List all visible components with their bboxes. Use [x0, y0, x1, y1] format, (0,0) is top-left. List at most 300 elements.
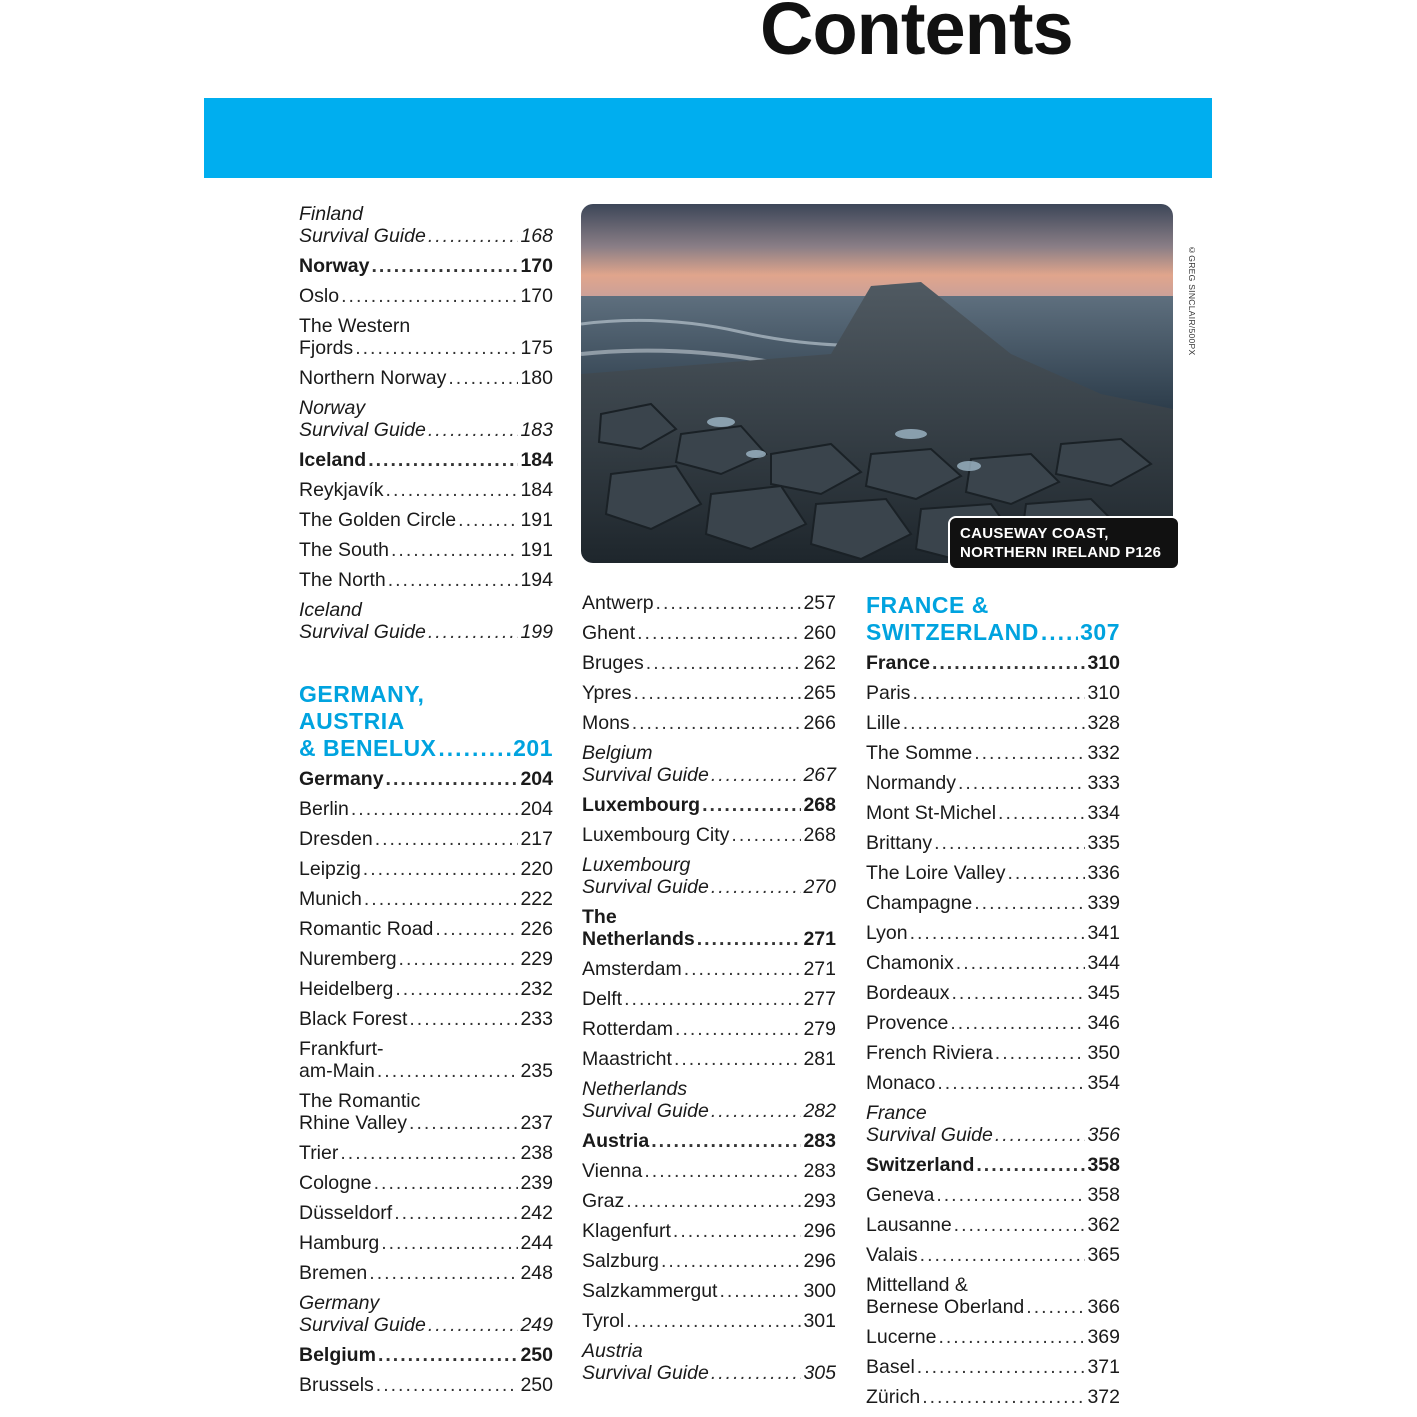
toc-entry-label: SWITZERLAND: [866, 619, 1039, 645]
dot-leader: [956, 952, 1086, 974]
toc-entry-page: 226: [520, 918, 553, 940]
toc-entry-trier[interactable]: [299, 1142, 553, 1164]
toc-entry-page: 184: [520, 479, 553, 501]
toc-entry-page: 362: [1087, 1214, 1120, 1236]
toc-entry-page: 268: [803, 794, 836, 816]
toc-entry-page: 296: [803, 1250, 836, 1272]
toc-entry-lead: Iceland: [299, 599, 362, 621]
toc-entry-page: 371: [1087, 1356, 1120, 1378]
toc-entry-label: The Loire Valley: [866, 862, 1006, 884]
dot-leader: [932, 652, 1086, 674]
toc-entry-cologne[interactable]: [299, 1172, 553, 1194]
toc-entry-berlin[interactable]: [299, 798, 553, 820]
toc-entry-label: Luxembourg City: [582, 824, 730, 846]
toc-entry-label: Delft: [582, 988, 623, 1010]
toc-entry-zurich[interactable]: [866, 1386, 1120, 1408]
toc-entry-netherlands-survival-guide[interactable]: [582, 1078, 836, 1122]
dot-leader: [371, 255, 518, 277]
dot-leader: [1026, 1296, 1085, 1318]
toc-entry-page: 238: [520, 1142, 553, 1164]
toc-entry-label: Survival Guide: [299, 621, 426, 643]
toc-entry-page: 239: [520, 1172, 553, 1194]
toc-entry-paris[interactable]: [866, 682, 1120, 704]
toc-entry-klagenfurt[interactable]: [582, 1220, 836, 1242]
dot-leader: [974, 892, 1085, 914]
toc-entry-page: 277: [803, 988, 836, 1010]
toc-entry-norway[interactable]: [299, 255, 553, 277]
toc-entry-label: Valais: [866, 1244, 918, 1266]
toc-entry-page: 283: [803, 1160, 836, 1182]
toc-entry-page: 265: [803, 682, 836, 704]
toc-entry-page: 283: [803, 1130, 836, 1152]
dot-leader: [634, 682, 802, 704]
toc-entry-page: 372: [1087, 1386, 1120, 1408]
toc-entry-label: Monaco: [866, 1072, 936, 1094]
toc-entry-leipzig[interactable]: [299, 858, 553, 880]
toc-entry-frankfurt-am-main[interactable]: [299, 1038, 553, 1082]
toc-entry-iceland[interactable]: [299, 449, 553, 471]
dot-leader: [661, 1250, 801, 1272]
toc-entry-mittelland-bernese-oberland[interactable]: [866, 1274, 1120, 1318]
dot-leader: [1041, 619, 1078, 646]
toc-entry-vienna[interactable]: [582, 1160, 836, 1182]
toc-entry-page: 229: [520, 948, 553, 970]
dot-leader: [395, 978, 518, 1000]
dot-leader: [391, 539, 518, 561]
toc-entry-lead: The: [582, 906, 617, 928]
dot-leader: [656, 592, 802, 614]
toc-entry-luxembourg-survival-guide[interactable]: [582, 854, 836, 898]
toc-entry-label: Survival Guide: [299, 419, 426, 441]
toc-entry-ghent[interactable]: [582, 622, 836, 644]
dot-leader: [428, 1314, 519, 1336]
toc-entry-page: 260: [803, 622, 836, 644]
toc-entry-page: 194: [520, 569, 553, 591]
toc-entry-austria[interactable]: [582, 1130, 836, 1152]
toc-entry-lead: France: [866, 1102, 927, 1124]
toc-entry-benelux[interactable]: [299, 681, 553, 762]
dot-leader: [731, 824, 801, 846]
toc-entry-label: am-Main: [299, 1060, 375, 1082]
toc-entry-the-loire-valley[interactable]: [866, 862, 1120, 884]
toc-entry-label: Bordeaux: [866, 982, 950, 1004]
toc-entry-french-riviera[interactable]: [866, 1042, 1120, 1064]
dot-leader: [364, 888, 519, 910]
dot-leader: [995, 1042, 1086, 1064]
toc-entry-germany-survival-guide[interactable]: [299, 1292, 553, 1336]
toc-entry-label: Zürich: [866, 1386, 921, 1408]
toc-entry-label: Vienna: [582, 1160, 643, 1182]
toc-entry-the-western-fjords[interactable]: [299, 315, 553, 359]
toc-entry-norway-survival-guide[interactable]: [299, 397, 553, 441]
toc-entry-page: 204: [520, 768, 553, 790]
toc-entry-antwerp[interactable]: [582, 592, 836, 614]
toc-entry-page: 335: [1087, 832, 1120, 854]
toc-entry-page: 232: [520, 978, 553, 1000]
toc-entry-amsterdam[interactable]: [582, 958, 836, 980]
toc-entry-normandy[interactable]: [866, 772, 1120, 794]
toc-entry-lead: Finland: [299, 203, 363, 225]
dot-leader: [646, 652, 802, 674]
toc-entry-label: Ghent: [582, 622, 636, 644]
toc-entry-nuremberg[interactable]: [299, 948, 553, 970]
dot-leader: [903, 712, 1086, 734]
toc-entry-salzkammergut[interactable]: [582, 1280, 836, 1302]
toc-entry-brittany[interactable]: [866, 832, 1120, 854]
dot-leader: [624, 988, 801, 1010]
dot-leader: [711, 1100, 802, 1122]
toc-entry-page: 296: [803, 1220, 836, 1242]
toc-entry-label: Rhine Valley: [299, 1112, 408, 1134]
toc-entry-label: Oslo: [299, 285, 340, 307]
toc-entry-label: Geneva: [866, 1184, 935, 1206]
toc-entry-page: 175: [520, 337, 553, 359]
toc-entry-the-golden-circle[interactable]: [299, 509, 553, 531]
toc-entry-page: 184: [520, 449, 553, 471]
toc-entry-munich[interactable]: [299, 888, 553, 910]
dot-leader: [711, 1362, 802, 1384]
toc-entry-label: Bernese Oberland: [866, 1296, 1025, 1318]
toc-entry-label: The South: [299, 539, 389, 561]
toc-entry-the-romantic-rhine-valley[interactable]: [299, 1090, 553, 1134]
toc-entry-hamburg[interactable]: [299, 1232, 553, 1254]
toc-entry-page: 334: [1087, 802, 1120, 824]
toc-entry-luxembourg-city[interactable]: [582, 824, 836, 846]
toc-entry-label: Survival Guide: [582, 1100, 709, 1122]
toc-entry-page: 268: [803, 824, 836, 846]
toc-entry-page: 350: [1087, 1042, 1120, 1064]
dot-leader: [937, 1072, 1085, 1094]
toc-entry-page: 346: [1087, 1012, 1120, 1034]
dot-leader: [355, 337, 518, 359]
dot-leader: [399, 948, 519, 970]
toc-entry-page: 266: [803, 712, 836, 734]
section-spacer: [299, 651, 553, 681]
dot-leader: [375, 828, 519, 850]
toc-entry-label: Brittany: [866, 832, 933, 854]
toc-entry-chamonix[interactable]: [866, 952, 1120, 974]
toc-entry-page: 279: [803, 1018, 836, 1040]
toc-entry-page: 250: [520, 1344, 553, 1366]
dot-leader: [711, 764, 802, 786]
toc-entry-label: Salzburg: [582, 1250, 659, 1272]
photo-caption-line-1: CAUSEWAY COAST,: [960, 525, 1109, 542]
toc-entry-page: 191: [520, 539, 553, 561]
toc-entry-label: Düsseldorf: [299, 1202, 393, 1224]
toc-entry-page: 365: [1087, 1244, 1120, 1266]
dot-leader: [702, 794, 801, 816]
toc-entry-page: 250: [520, 1374, 553, 1396]
toc-entry-label: Graz: [582, 1190, 625, 1212]
toc-entry-label: Klagenfurt: [582, 1220, 671, 1242]
toc-entry-label: Paris: [866, 682, 911, 704]
photo-caption: [948, 516, 1180, 570]
toc-entry-delft[interactable]: [582, 988, 836, 1010]
toc-entry-label: Basel: [866, 1356, 915, 1378]
toc-entry-lead: Norway: [299, 397, 366, 419]
toc-entry-label: French Riviera: [866, 1042, 993, 1064]
toc-entry-label: Luxembourg: [582, 794, 701, 816]
toc-entry-label: Bremen: [299, 1262, 368, 1284]
toc-entry-label: Survival Guide: [299, 1314, 426, 1336]
toc-entry-label: Survival Guide: [582, 1362, 709, 1384]
toc-entry-label: Rotterdam: [582, 1018, 674, 1040]
toc-entry-heidelberg[interactable]: [299, 978, 553, 1000]
photo-caption-line-2: NORTHERN IRELAND P126: [960, 544, 1162, 561]
toc-entry-france-survival-guide[interactable]: [866, 1102, 1120, 1146]
toc-entry-brussels[interactable]: [299, 1374, 553, 1396]
dot-leader: [936, 1184, 1085, 1206]
toc-entry-label: Maastricht: [582, 1048, 672, 1070]
toc-entry-label: Champagne: [866, 892, 973, 914]
toc-entry-lead: The Western: [299, 315, 411, 337]
toc-entry-page: 204: [520, 798, 553, 820]
toc-entry-finland-survival-guide[interactable]: [299, 203, 553, 247]
toc-entry-romantic-road[interactable]: [299, 918, 553, 940]
toc-entry-the-north[interactable]: [299, 569, 553, 591]
toc-entry-label: Mont St-Michel: [866, 802, 997, 824]
toc-entry-lead: FRANCE &: [866, 592, 989, 618]
dot-leader: [394, 1202, 518, 1224]
toc-entry-page: 201: [513, 735, 553, 761]
toc-entry-lead: Mittelland &: [866, 1274, 968, 1296]
toc-entry-provence[interactable]: [866, 1012, 1120, 1034]
toc-entry-lead: AUSTRIA: [299, 708, 405, 734]
toc-entry-page: 257: [803, 592, 836, 614]
toc-entry-northern-norway[interactable]: [299, 367, 553, 389]
toc-entry-label: Salzkammergut: [582, 1280, 718, 1302]
dot-leader: [719, 1280, 801, 1302]
toc-entry-page: 356: [1087, 1124, 1120, 1146]
dot-leader: [950, 1012, 1085, 1034]
toc-entry-label: Lucerne: [866, 1326, 937, 1348]
toc-entry-page: 244: [520, 1232, 553, 1254]
toc-entry-label: Survival Guide: [299, 225, 426, 247]
toc-entry-lucerne[interactable]: [866, 1326, 1120, 1348]
toc-entry-page: 332: [1087, 742, 1120, 764]
toc-entry-lille[interactable]: [866, 712, 1120, 734]
toc-entry-label: Northern Norway: [299, 367, 447, 389]
dot-leader: [458, 509, 518, 531]
toc-entry-label: Lille: [866, 712, 901, 734]
toc-entry-bordeaux[interactable]: [866, 982, 1120, 1004]
dot-leader: [976, 1154, 1085, 1176]
toc-entry-label: France: [866, 652, 930, 674]
dot-leader: [626, 1190, 801, 1212]
toc-entry-switzerland[interactable]: [866, 592, 1120, 646]
toc-entry-label: Survival Guide: [866, 1124, 993, 1146]
toc-entry-lead: Netherlands: [582, 1078, 688, 1100]
dot-leader: [376, 1374, 519, 1396]
dot-leader: [448, 367, 518, 389]
toc-entry-lausanne[interactable]: [866, 1214, 1120, 1236]
toc-entry-page: 270: [803, 876, 836, 898]
dot-leader: [644, 1160, 801, 1182]
toc-entry-page: 199: [520, 621, 553, 643]
dot-leader: [428, 419, 519, 441]
toc-entry-page: 358: [1087, 1154, 1120, 1176]
dot-leader: [974, 742, 1085, 764]
dot-leader: [995, 1124, 1086, 1146]
dot-leader: [697, 928, 802, 950]
toc-entry-label: Heidelberg: [299, 978, 394, 1000]
toc-entry-the-somme[interactable]: [866, 742, 1120, 764]
toc-entry-page: 235: [520, 1060, 553, 1082]
toc-entry-monaco[interactable]: [866, 1072, 1120, 1094]
toc-entry-mons[interactable]: [582, 712, 836, 734]
toc-entry-page: 282: [803, 1100, 836, 1122]
toc-entry-page: 170: [520, 285, 553, 307]
toc-entry-page: 222: [520, 888, 553, 910]
toc-entry-label: Brussels: [299, 1374, 374, 1396]
toc-entry-valais[interactable]: [866, 1244, 1120, 1266]
toc-entry-page: 242: [520, 1202, 553, 1224]
toc-entry-lyon[interactable]: [866, 922, 1120, 944]
toc-entry-page: 328: [1087, 712, 1120, 734]
toc-entry-page: 262: [803, 652, 836, 674]
toc-entry-label: Austria: [582, 1130, 650, 1152]
toc-entry-label: Chamonix: [866, 952, 954, 974]
toc-entry-page: 307: [1080, 619, 1120, 645]
toc-entry-lead: Austria: [582, 1340, 643, 1362]
toc-entry-label: Leipzig: [299, 858, 361, 880]
toc-entry-page: 344: [1087, 952, 1120, 974]
toc-entry-label: Lyon: [866, 922, 908, 944]
toc-entry-page: 369: [1087, 1326, 1120, 1348]
toc-entry-page: 300: [803, 1280, 836, 1302]
toc-entry-oslo[interactable]: [299, 285, 553, 307]
toc-entry-label: The North: [299, 569, 386, 591]
toc-entry-iceland-survival-guide[interactable]: [299, 599, 553, 643]
toc-entry-the-south[interactable]: [299, 539, 553, 561]
toc-entry-page: 281: [803, 1048, 836, 1070]
toc-entry-page: 293: [803, 1190, 836, 1212]
dot-leader: [674, 1048, 802, 1070]
toc-entry-label: Switzerland: [866, 1154, 975, 1176]
dot-leader: [626, 1310, 801, 1332]
toc-entry-label: Ypres: [582, 682, 632, 704]
dot-leader: [409, 1112, 518, 1134]
toc-entry-basel[interactable]: [866, 1356, 1120, 1378]
toc-entry-switzerland[interactable]: [866, 1154, 1120, 1176]
toc-entry-dresden[interactable]: [299, 828, 553, 850]
toc-entry-label: Bruges: [582, 652, 644, 674]
dot-leader: [632, 712, 802, 734]
toc-entry-graz[interactable]: [582, 1190, 836, 1212]
toc-entry-champagne[interactable]: [866, 892, 1120, 914]
toc-entry-page: 180: [520, 367, 553, 389]
toc-entry-label: Fjords: [299, 337, 354, 359]
toc-entry-geneva[interactable]: [866, 1184, 1120, 1206]
dot-leader: [922, 1386, 1085, 1408]
toc-entry-label: Dresden: [299, 828, 373, 850]
toc-entry-page: 271: [803, 958, 836, 980]
toc-entry-tyrol[interactable]: [582, 1310, 836, 1332]
toc-entry-page: 217: [520, 828, 553, 850]
dot-leader: [340, 1142, 518, 1164]
dot-leader: [637, 622, 801, 644]
dot-leader: [351, 798, 519, 820]
toc-entry-label: Belgium: [299, 1344, 376, 1366]
dot-leader: [651, 1130, 801, 1152]
toc-entry-salzburg[interactable]: [582, 1250, 836, 1272]
toc-entry-belgium[interactable]: [299, 1344, 553, 1366]
toc-column-3: [866, 592, 1120, 1416]
dot-leader: [381, 1232, 518, 1254]
dot-leader: [938, 1326, 1085, 1348]
toc-entry-page: 301: [803, 1310, 836, 1332]
toc-entry-rotterdam[interactable]: [582, 1018, 836, 1040]
toc-entry-ypres[interactable]: [582, 682, 836, 704]
dot-leader: [369, 1262, 518, 1284]
toc-entry-label: Mons: [582, 712, 630, 734]
dot-leader: [684, 958, 802, 980]
toc-entry-bruges[interactable]: [582, 652, 836, 674]
toc-entry-page: 366: [1087, 1296, 1120, 1318]
dot-leader: [438, 735, 511, 762]
toc-entry-page: 249: [520, 1314, 553, 1336]
toc-entry-luxembourg[interactable]: [582, 794, 836, 816]
toc-entry-page: 233: [520, 1008, 553, 1030]
toc-entry-label: Antwerp: [582, 592, 654, 614]
toc-entry-belgium-survival-guide[interactable]: [582, 742, 836, 786]
dot-leader: [673, 1220, 802, 1242]
dot-leader: [388, 569, 519, 591]
dot-leader: [917, 1356, 1086, 1378]
toc-entry-black-forest[interactable]: [299, 1008, 553, 1030]
toc-entry-page: 341: [1087, 922, 1120, 944]
toc-entry-maastricht[interactable]: [582, 1048, 836, 1070]
dot-leader: [954, 1214, 1086, 1236]
page-title: Contents: [760, 0, 1073, 70]
toc-entry-france[interactable]: [866, 652, 1120, 674]
toc-entry-germany[interactable]: [299, 768, 553, 790]
dot-leader: [934, 832, 1085, 854]
toc-entry-the-netherlands[interactable]: [582, 906, 836, 950]
toc-entry-label: Iceland: [299, 449, 367, 471]
dot-leader: [920, 1244, 1086, 1266]
toc-entry-lead: The Romantic: [299, 1090, 421, 1112]
toc-entry-label: Hamburg: [299, 1232, 380, 1254]
dot-leader: [951, 982, 1085, 1004]
toc-entry-bremen[interactable]: [299, 1262, 553, 1284]
dot-leader: [435, 918, 518, 940]
toc-entry-label: Cologne: [299, 1172, 372, 1194]
toc-entry-label: Provence: [866, 1012, 949, 1034]
toc-entry-austria-survival-guide[interactable]: [582, 1340, 836, 1384]
toc-column-1: [299, 203, 553, 1404]
toc-entry-lead: Frankfurt-: [299, 1038, 384, 1060]
toc-entry-mont-st-michel[interactable]: [866, 802, 1120, 824]
dot-leader: [386, 479, 519, 501]
toc-entry-label: Survival Guide: [582, 876, 709, 898]
toc-entry-page: 336: [1087, 862, 1120, 884]
toc-entry-reykjavik[interactable]: [299, 479, 553, 501]
toc-entry-page: 267: [803, 764, 836, 786]
toc-entry-page: 305: [803, 1362, 836, 1384]
toc-entry-page: 345: [1087, 982, 1120, 1004]
toc-entry-label: Berlin: [299, 798, 349, 820]
toc-entry-page: 333: [1087, 772, 1120, 794]
toc-entry-lead: Germany: [299, 1292, 380, 1314]
toc-entry-label: Lausanne: [866, 1214, 952, 1236]
dot-leader: [374, 1172, 519, 1194]
toc-entry-dusseldorf[interactable]: [299, 1202, 553, 1224]
toc-entry-label: The Golden Circle: [299, 509, 457, 531]
toc-entry-label: Romantic Road: [299, 918, 434, 940]
toc-entry-page: 354: [1087, 1072, 1120, 1094]
dot-leader: [378, 1344, 519, 1366]
